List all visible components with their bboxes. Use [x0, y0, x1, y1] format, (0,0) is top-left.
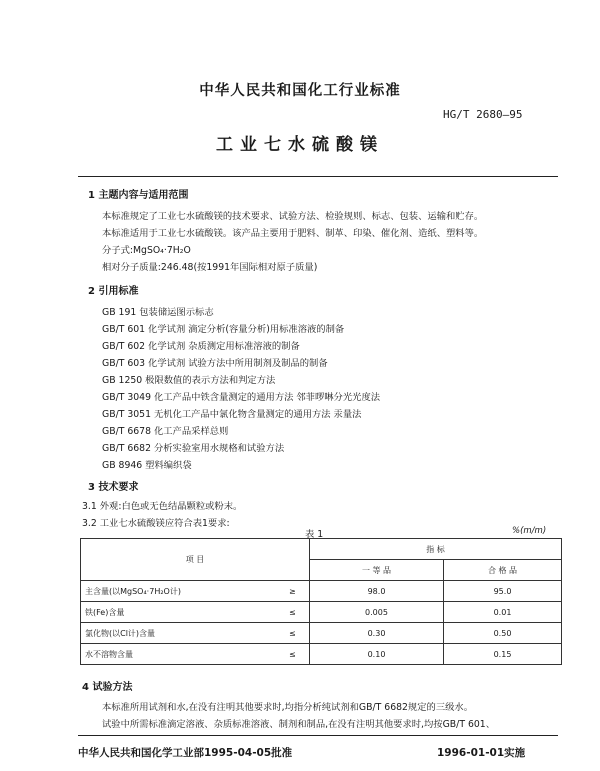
row-item: 铁(Fe)含量 [81, 602, 276, 623]
section-3-heading: 3 技术要求 [88, 482, 139, 493]
row-item: 主含量(以MgSO₄·7H₂O计) [81, 581, 276, 602]
section-1-line: 本标准规定了工业七水硫酸镁的技术要求、试验方法、检验规则、标志、包装、运输和贮存。 [102, 211, 484, 222]
reference-standard: GB/T 6682 分析实验室用水规格和试验方法 [102, 443, 285, 454]
row-value-qualified: 95.0 [444, 581, 562, 602]
reference-standard: GB 8946 塑料编织袋 [102, 460, 192, 471]
reference-standard: GB/T 3051 无机化工产品中氯化物含量测定的通用方法 汞量法 [102, 409, 362, 420]
reference-standard: GB/T 603 化学试剂 试验方法中所用制剂及制品的制备 [102, 358, 328, 369]
row-operator: ≤ [276, 644, 310, 665]
requirement-table-ref: 3.2 工业七水硫酸镁应符合表1要求: [82, 518, 230, 529]
reference-standard: GB 1250 极限数值的表示方法和判定方法 [102, 375, 276, 386]
row-value-first: 0.30 [310, 623, 444, 644]
spec-table [80, 538, 562, 665]
row-item: 水不溶物含量 [81, 644, 276, 665]
row-item: 氯化物(以Cl计)含量 [81, 623, 276, 644]
header-grade-qualified: 合 格 品 [444, 560, 562, 581]
molecular-mass: 相对分子质量:246.48(按1991年国际相对原子质量) [102, 262, 318, 273]
table-row [81, 623, 562, 644]
requirement-appearance: 3.1 外观:白色或无色结晶颗粒或粉末。 [82, 501, 243, 512]
footer-rule [78, 735, 558, 736]
table-header-row [81, 539, 562, 560]
section-2-heading: 2 引用标准 [88, 286, 139, 297]
table-unit: %(m/m) [512, 526, 547, 536]
section-4-line: 试验中所需标准滴定溶液、杂质标准溶液、制剂和制品,在没有注明其他要求时,均按GB/T 601、 [102, 719, 495, 730]
reference-standard: GB/T 6678 化工产品采样总则 [102, 426, 229, 437]
document-title: 工业七水硫酸镁 [216, 135, 384, 155]
standard-category-title: 中华人民共和国化工行业标准 [199, 83, 401, 99]
row-value-first: 0.005 [310, 602, 444, 623]
reference-standard: GB/T 602 化学试剂 杂质测定用标准溶液的制备 [102, 341, 300, 352]
header-spec: 指 标 [310, 539, 562, 560]
table-row [81, 602, 562, 623]
table-row [81, 644, 562, 665]
row-value-first: 98.0 [310, 581, 444, 602]
section-1-line: 本标准适用于工业七水硫酸镁。该产品主要用于肥料、制革、印染、催化剂、造纸、塑料等。 [102, 228, 484, 239]
row-operator: ≤ [276, 602, 310, 623]
reference-standard: GB 191 包装储运图示标志 [102, 307, 214, 318]
header-grade-first: 一 等 品 [310, 560, 444, 581]
row-value-first: 0.10 [310, 644, 444, 665]
approval-line: 中华人民共和国化学工业部1995-04-05批准 [78, 747, 293, 759]
row-operator: ≥ [276, 581, 310, 602]
reference-standard: GB/T 3049 化工产品中铁含量测定的通用方法 邻菲啰啉分光光度法 [102, 392, 381, 403]
row-value-qualified: 0.01 [444, 602, 562, 623]
reference-standard: GB/T 601 化学试剂 滴定分析(容量分析)用标准溶液的制备 [102, 324, 345, 335]
header-item: 项 目 [81, 539, 310, 581]
row-value-qualified: 0.50 [444, 623, 562, 644]
header-rule [78, 176, 558, 177]
section-4-line: 本标准所用试剂和水,在没有注明其他要求时,均指分析纯试剂和GB/T 6682规定的三级水。 [102, 702, 474, 713]
implementation-date: 1996-01-01实施 [437, 747, 526, 759]
table-caption: 表 1 [305, 529, 324, 540]
molecular-formula: 分子式:MgSO₄·7H₂O [102, 245, 191, 256]
standard-number: HG/T 2680—95 [443, 108, 523, 121]
table-row [81, 581, 562, 602]
row-operator: ≤ [276, 623, 310, 644]
row-value-qualified: 0.15 [444, 644, 562, 665]
section-1-heading: 1 主题内容与适用范围 [88, 190, 189, 201]
section-4-heading: 4 试验方法 [82, 682, 133, 693]
